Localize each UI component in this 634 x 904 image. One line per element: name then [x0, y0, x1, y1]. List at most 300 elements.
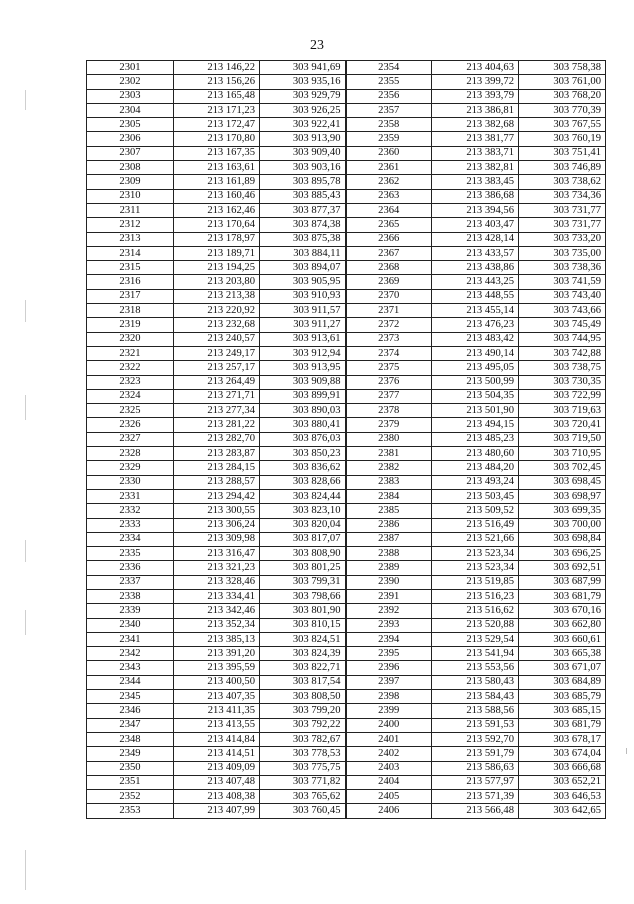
y-coordinate-cell: 303 745,49: [519, 318, 606, 332]
y-coordinate-cell: 303 911,27: [260, 318, 346, 332]
y-coordinate-cell: 303 698,97: [519, 489, 606, 503]
table-row: [87, 389, 606, 403]
y-coordinate-cell: 303 922,41: [260, 118, 346, 132]
point-number-cell: 2305: [87, 118, 174, 132]
x-coordinate-cell: 213 395,59: [174, 661, 260, 675]
point-number-cell: 2327: [87, 432, 174, 446]
point-number-cell: 2316: [87, 275, 174, 289]
point-number-cell: 2333: [87, 518, 174, 532]
y-coordinate-cell: 303 685,79: [519, 690, 606, 704]
point-number-cell: 2366: [346, 232, 432, 246]
table-row: [87, 304, 606, 318]
point-number-cell: 2368: [346, 261, 432, 275]
table-row: [87, 89, 606, 103]
x-coordinate-cell: 213 264,49: [174, 375, 260, 389]
scan-margin-mark: [25, 540, 26, 562]
y-coordinate-cell: 303 670,16: [519, 604, 606, 618]
point-number-cell: 2354: [346, 61, 432, 75]
x-coordinate-cell: 213 189,71: [174, 246, 260, 260]
y-coordinate-cell: 303 820,04: [260, 518, 346, 532]
x-coordinate-cell: 213 571,39: [432, 790, 519, 804]
point-number-cell: 2325: [87, 404, 174, 418]
x-coordinate-cell: 213 167,35: [174, 146, 260, 160]
point-number-cell: 2403: [346, 761, 432, 775]
x-coordinate-cell: 213 300,55: [174, 504, 260, 518]
table-row: [87, 475, 606, 489]
scan-margin-mark: [25, 395, 26, 420]
y-coordinate-cell: 303 799,31: [260, 575, 346, 589]
point-number-cell: 2404: [346, 775, 432, 789]
table-row: [87, 675, 606, 689]
point-number-cell: 2349: [87, 747, 174, 761]
y-coordinate-cell: 303 738,36: [519, 261, 606, 275]
point-number-cell: 2391: [346, 589, 432, 603]
y-coordinate-cell: 303 642,65: [519, 804, 606, 818]
point-number-cell: 2344: [87, 675, 174, 689]
point-number-cell: 2346: [87, 704, 174, 718]
x-coordinate-cell: 213 213,38: [174, 289, 260, 303]
y-coordinate-cell: 303 875,38: [260, 232, 346, 246]
table-row: [87, 804, 606, 818]
table-row: [87, 518, 606, 532]
y-coordinate-cell: 303 903,16: [260, 161, 346, 175]
table-row: [87, 632, 606, 646]
x-coordinate-cell: 213 591,53: [432, 718, 519, 732]
y-coordinate-cell: 303 760,19: [519, 132, 606, 146]
y-coordinate-cell: 303 808,90: [260, 547, 346, 561]
y-coordinate-cell: 303 824,39: [260, 647, 346, 661]
point-number-cell: 2389: [346, 561, 432, 575]
y-coordinate-cell: 303 698,84: [519, 532, 606, 546]
x-coordinate-cell: 213 400,50: [174, 675, 260, 689]
point-number-cell: 2394: [346, 632, 432, 646]
point-number-cell: 2402: [346, 747, 432, 761]
table-row: [87, 103, 606, 117]
table-row: [87, 361, 606, 375]
y-coordinate-cell: 303 926,25: [260, 103, 346, 117]
point-number-cell: 2397: [346, 675, 432, 689]
y-coordinate-cell: 303 744,95: [519, 332, 606, 346]
y-coordinate-cell: 303 734,36: [519, 189, 606, 203]
table-row: [87, 432, 606, 446]
y-coordinate-cell: 303 646,53: [519, 790, 606, 804]
y-coordinate-cell: 303 876,03: [260, 432, 346, 446]
point-number-cell: 2406: [346, 804, 432, 818]
point-number-cell: 2351: [87, 775, 174, 789]
y-coordinate-cell: 303 699,35: [519, 504, 606, 518]
x-coordinate-cell: 213 428,14: [432, 232, 519, 246]
x-coordinate-cell: 213 584,43: [432, 690, 519, 704]
y-coordinate-cell: 303 710,95: [519, 447, 606, 461]
point-number-cell: 2318: [87, 304, 174, 318]
x-coordinate-cell: 213 529,54: [432, 632, 519, 646]
table-row: [87, 532, 606, 546]
table-row: [87, 504, 606, 518]
x-coordinate-cell: 213 414,51: [174, 747, 260, 761]
y-coordinate-cell: 303 913,61: [260, 332, 346, 346]
x-coordinate-cell: 213 381,77: [432, 132, 519, 146]
x-coordinate-cell: 213 316,47: [174, 547, 260, 561]
x-coordinate-cell: 213 588,56: [432, 704, 519, 718]
point-number-cell: 2345: [87, 690, 174, 704]
x-coordinate-cell: 213 523,34: [432, 561, 519, 575]
y-coordinate-cell: 303 913,95: [260, 361, 346, 375]
x-coordinate-cell: 213 493,24: [432, 475, 519, 489]
point-number-cell: 2392: [346, 604, 432, 618]
y-coordinate-cell: 303 692,51: [519, 561, 606, 575]
point-number-cell: 2396: [346, 661, 432, 675]
point-number-cell: 2357: [346, 103, 432, 117]
y-coordinate-cell: 303 767,55: [519, 118, 606, 132]
point-number-cell: 2309: [87, 175, 174, 189]
point-number-cell: 2364: [346, 203, 432, 217]
table-row: [87, 232, 606, 246]
x-coordinate-cell: 213 438,86: [432, 261, 519, 275]
y-coordinate-cell: 303 700,00: [519, 518, 606, 532]
point-number-cell: 2301: [87, 61, 174, 75]
point-number-cell: 2329: [87, 461, 174, 475]
point-number-cell: 2342: [87, 647, 174, 661]
x-coordinate-cell: 213 592,70: [432, 732, 519, 746]
y-coordinate-cell: 303 910,93: [260, 289, 346, 303]
y-coordinate-cell: 303 911,57: [260, 304, 346, 318]
point-number-cell: 2315: [87, 261, 174, 275]
y-coordinate-cell: 303 894,07: [260, 261, 346, 275]
y-coordinate-cell: 303 681,79: [519, 718, 606, 732]
x-coordinate-cell: 213 448,55: [432, 289, 519, 303]
y-coordinate-cell: 303 884,11: [260, 246, 346, 260]
y-coordinate-cell: 303 765,62: [260, 790, 346, 804]
x-coordinate-cell: 213 484,20: [432, 461, 519, 475]
x-coordinate-cell: 213 321,23: [174, 561, 260, 575]
point-number-cell: 2355: [346, 75, 432, 89]
point-number-cell: 2319: [87, 318, 174, 332]
x-coordinate-cell: 213 386,68: [432, 189, 519, 203]
x-coordinate-cell: 213 203,80: [174, 275, 260, 289]
point-number-cell: 2303: [87, 89, 174, 103]
table-row: [87, 604, 606, 618]
point-number-cell: 2343: [87, 661, 174, 675]
x-coordinate-cell: 213 160,46: [174, 189, 260, 203]
y-coordinate-cell: 303 684,89: [519, 675, 606, 689]
point-number-cell: 2358: [346, 118, 432, 132]
scan-margin-mark: [25, 850, 26, 890]
x-coordinate-cell: 213 309,98: [174, 532, 260, 546]
point-number-cell: 2385: [346, 504, 432, 518]
table-row: [87, 61, 606, 75]
y-coordinate-cell: 303 742,88: [519, 346, 606, 360]
x-coordinate-cell: 213 455,14: [432, 304, 519, 318]
x-coordinate-cell: 213 282,70: [174, 432, 260, 446]
point-number-cell: 2387: [346, 532, 432, 546]
x-coordinate-cell: 213 521,66: [432, 532, 519, 546]
x-coordinate-cell: 213 171,23: [174, 103, 260, 117]
y-coordinate-cell: 303 828,66: [260, 475, 346, 489]
y-coordinate-cell: 303 741,59: [519, 275, 606, 289]
y-coordinate-cell: 303 730,35: [519, 375, 606, 389]
x-coordinate-cell: 213 519,85: [432, 575, 519, 589]
y-coordinate-cell: 303 810,15: [260, 618, 346, 632]
y-coordinate-cell: 303 909,88: [260, 375, 346, 389]
y-coordinate-cell: 303 738,62: [519, 175, 606, 189]
point-number-cell: 2377: [346, 389, 432, 403]
x-coordinate-cell: 213 414,84: [174, 732, 260, 746]
point-number-cell: 2337: [87, 575, 174, 589]
coordinates-table: [86, 60, 606, 819]
point-number-cell: 2405: [346, 790, 432, 804]
x-coordinate-cell: 213 501,90: [432, 404, 519, 418]
x-coordinate-cell: 213 194,25: [174, 261, 260, 275]
point-number-cell: 2317: [87, 289, 174, 303]
x-coordinate-cell: 213 500,99: [432, 375, 519, 389]
point-number-cell: 2307: [87, 146, 174, 160]
table-row: [87, 618, 606, 632]
y-coordinate-cell: 303 801,25: [260, 561, 346, 575]
table-row: [87, 790, 606, 804]
x-coordinate-cell: 213 170,64: [174, 218, 260, 232]
table-row: [87, 132, 606, 146]
y-coordinate-cell: 303 874,38: [260, 218, 346, 232]
y-coordinate-cell: 303 674,04: [519, 747, 606, 761]
coordinates-table-body: [87, 61, 606, 819]
x-coordinate-cell: 213 407,99: [174, 804, 260, 818]
x-coordinate-cell: 213 383,45: [432, 175, 519, 189]
point-number-cell: 2360: [346, 146, 432, 160]
x-coordinate-cell: 213 277,34: [174, 404, 260, 418]
x-coordinate-cell: 213 404,63: [432, 61, 519, 75]
x-coordinate-cell: 213 170,80: [174, 132, 260, 146]
table-row: [87, 732, 606, 746]
point-number-cell: 2375: [346, 361, 432, 375]
point-number-cell: 2335: [87, 547, 174, 561]
x-coordinate-cell: 213 443,25: [432, 275, 519, 289]
point-number-cell: 2336: [87, 561, 174, 575]
point-number-cell: 2321: [87, 346, 174, 360]
y-coordinate-cell: 303 817,07: [260, 532, 346, 546]
point-number-cell: 2310: [87, 189, 174, 203]
x-coordinate-cell: 213 476,23: [432, 318, 519, 332]
point-number-cell: 2395: [346, 647, 432, 661]
table-row: [87, 589, 606, 603]
y-coordinate-cell: 303 913,90: [260, 132, 346, 146]
y-coordinate-cell: 303 941,69: [260, 61, 346, 75]
x-coordinate-cell: 213 382,81: [432, 161, 519, 175]
y-coordinate-cell: 303 877,37: [260, 203, 346, 217]
point-number-cell: 2378: [346, 404, 432, 418]
x-coordinate-cell: 213 566,48: [432, 804, 519, 818]
x-coordinate-cell: 213 391,20: [174, 647, 260, 661]
y-coordinate-cell: 303 671,07: [519, 661, 606, 675]
y-coordinate-cell: 303 743,40: [519, 289, 606, 303]
table-row: [87, 218, 606, 232]
scan-margin-mark: [25, 300, 26, 322]
x-coordinate-cell: 213 165,48: [174, 89, 260, 103]
y-coordinate-cell: 303 678,17: [519, 732, 606, 746]
point-number-cell: 2339: [87, 604, 174, 618]
y-coordinate-cell: 303 850,23: [260, 447, 346, 461]
y-coordinate-cell: 303 719,50: [519, 432, 606, 446]
table-row: [87, 561, 606, 575]
point-number-cell: 2353: [87, 804, 174, 818]
x-coordinate-cell: 213 483,42: [432, 332, 519, 346]
x-coordinate-cell: 213 220,92: [174, 304, 260, 318]
point-number-cell: 2382: [346, 461, 432, 475]
y-coordinate-cell: 303 808,50: [260, 690, 346, 704]
y-coordinate-cell: 303 743,66: [519, 304, 606, 318]
x-coordinate-cell: 213 288,57: [174, 475, 260, 489]
x-coordinate-cell: 213 516,62: [432, 604, 519, 618]
y-coordinate-cell: 303 665,38: [519, 647, 606, 661]
y-coordinate-cell: 303 782,67: [260, 732, 346, 746]
point-number-cell: 2400: [346, 718, 432, 732]
table-row: [87, 118, 606, 132]
x-coordinate-cell: 213 495,05: [432, 361, 519, 375]
point-number-cell: 2361: [346, 161, 432, 175]
x-coordinate-cell: 213 294,42: [174, 489, 260, 503]
point-number-cell: 2362: [346, 175, 432, 189]
table-row: [87, 489, 606, 503]
point-number-cell: 2341: [87, 632, 174, 646]
y-coordinate-cell: 303 685,15: [519, 704, 606, 718]
table-row: [87, 189, 606, 203]
y-coordinate-cell: 303 761,00: [519, 75, 606, 89]
y-coordinate-cell: 303 731,77: [519, 203, 606, 217]
y-coordinate-cell: 303 662,80: [519, 618, 606, 632]
y-coordinate-cell: 303 909,40: [260, 146, 346, 160]
x-coordinate-cell: 213 509,52: [432, 504, 519, 518]
x-coordinate-cell: 213 485,23: [432, 432, 519, 446]
x-coordinate-cell: 213 156,26: [174, 75, 260, 89]
y-coordinate-cell: 303 912,94: [260, 346, 346, 360]
x-coordinate-cell: 213 146,22: [174, 61, 260, 75]
x-coordinate-cell: 213 553,56: [432, 661, 519, 675]
y-coordinate-cell: 303 899,91: [260, 389, 346, 403]
point-number-cell: 2302: [87, 75, 174, 89]
y-coordinate-cell: 303 822,71: [260, 661, 346, 675]
x-coordinate-cell: 213 283,87: [174, 447, 260, 461]
table-row: [87, 647, 606, 661]
y-coordinate-cell: 303 760,45: [260, 804, 346, 818]
x-coordinate-cell: 213 433,57: [432, 246, 519, 260]
y-coordinate-cell: 303 775,75: [260, 761, 346, 775]
x-coordinate-cell: 213 161,89: [174, 175, 260, 189]
y-coordinate-cell: 303 768,20: [519, 89, 606, 103]
y-coordinate-cell: 303 681,79: [519, 589, 606, 603]
x-coordinate-cell: 213 393,79: [432, 89, 519, 103]
point-number-cell: 2399: [346, 704, 432, 718]
x-coordinate-cell: 213 178,97: [174, 232, 260, 246]
table-row: [87, 761, 606, 775]
table-row: [87, 775, 606, 789]
point-number-cell: 2401: [346, 732, 432, 746]
scan-margin-mark: [25, 610, 26, 635]
table-row: [87, 289, 606, 303]
x-coordinate-cell: 213 403,47: [432, 218, 519, 232]
table-row: [87, 704, 606, 718]
y-coordinate-cell: 303 824,44: [260, 489, 346, 503]
point-number-cell: 2331: [87, 489, 174, 503]
point-number-cell: 2340: [87, 618, 174, 632]
y-coordinate-cell: 303 798,66: [260, 589, 346, 603]
y-coordinate-cell: 303 792,22: [260, 718, 346, 732]
x-coordinate-cell: 213 407,48: [174, 775, 260, 789]
point-number-cell: 2356: [346, 89, 432, 103]
x-coordinate-cell: 213 577,97: [432, 775, 519, 789]
x-coordinate-cell: 213 162,46: [174, 203, 260, 217]
x-coordinate-cell: 213 281,22: [174, 418, 260, 432]
point-number-cell: 2348: [87, 732, 174, 746]
y-coordinate-cell: 303 885,43: [260, 189, 346, 203]
y-coordinate-cell: 303 771,82: [260, 775, 346, 789]
x-coordinate-cell: 213 586,63: [432, 761, 519, 775]
x-coordinate-cell: 213 249,17: [174, 346, 260, 360]
point-number-cell: 2328: [87, 447, 174, 461]
point-number-cell: 2352: [87, 790, 174, 804]
x-coordinate-cell: 213 504,35: [432, 389, 519, 403]
y-coordinate-cell: 303 880,41: [260, 418, 346, 432]
y-coordinate-cell: 303 905,95: [260, 275, 346, 289]
y-coordinate-cell: 303 929,79: [260, 89, 346, 103]
x-coordinate-cell: 213 399,72: [432, 75, 519, 89]
y-coordinate-cell: 303 738,75: [519, 361, 606, 375]
y-coordinate-cell: 303 719,63: [519, 404, 606, 418]
table-row: [87, 275, 606, 289]
point-number-cell: 2330: [87, 475, 174, 489]
y-coordinate-cell: 303 778,53: [260, 747, 346, 761]
x-coordinate-cell: 213 409,09: [174, 761, 260, 775]
x-coordinate-cell: 213 407,35: [174, 690, 260, 704]
table-row: [87, 447, 606, 461]
x-coordinate-cell: 213 516,49: [432, 518, 519, 532]
point-number-cell: 2322: [87, 361, 174, 375]
point-number-cell: 2380: [346, 432, 432, 446]
y-coordinate-cell: 303 824,51: [260, 632, 346, 646]
y-coordinate-cell: 303 799,20: [260, 704, 346, 718]
point-number-cell: 2388: [346, 547, 432, 561]
point-number-cell: 2374: [346, 346, 432, 360]
point-number-cell: 2311: [87, 203, 174, 217]
point-number-cell: 2347: [87, 718, 174, 732]
y-coordinate-cell: 303 746,89: [519, 161, 606, 175]
table-row: [87, 661, 606, 675]
point-number-cell: 2326: [87, 418, 174, 432]
point-number-cell: 2365: [346, 218, 432, 232]
y-coordinate-cell: 303 735,00: [519, 246, 606, 260]
point-number-cell: 2370: [346, 289, 432, 303]
x-coordinate-cell: 213 342,46: [174, 604, 260, 618]
y-coordinate-cell: 303 751,41: [519, 146, 606, 160]
table-row: [87, 575, 606, 589]
point-number-cell: 2332: [87, 504, 174, 518]
y-coordinate-cell: 303 722,99: [519, 389, 606, 403]
x-coordinate-cell: 213 591,79: [432, 747, 519, 761]
x-coordinate-cell: 213 580,43: [432, 675, 519, 689]
y-coordinate-cell: 303 698,45: [519, 475, 606, 489]
point-number-cell: 2304: [87, 103, 174, 117]
x-coordinate-cell: 213 382,68: [432, 118, 519, 132]
point-number-cell: 2320: [87, 332, 174, 346]
scan-edge-mark: [626, 748, 627, 754]
table-row: [87, 418, 606, 432]
table-row: [87, 461, 606, 475]
x-coordinate-cell: 213 284,15: [174, 461, 260, 475]
x-coordinate-cell: 213 516,23: [432, 589, 519, 603]
x-coordinate-cell: 213 172,47: [174, 118, 260, 132]
y-coordinate-cell: 303 823,10: [260, 504, 346, 518]
x-coordinate-cell: 213 490,14: [432, 346, 519, 360]
table-row: [87, 747, 606, 761]
table-row: [87, 375, 606, 389]
